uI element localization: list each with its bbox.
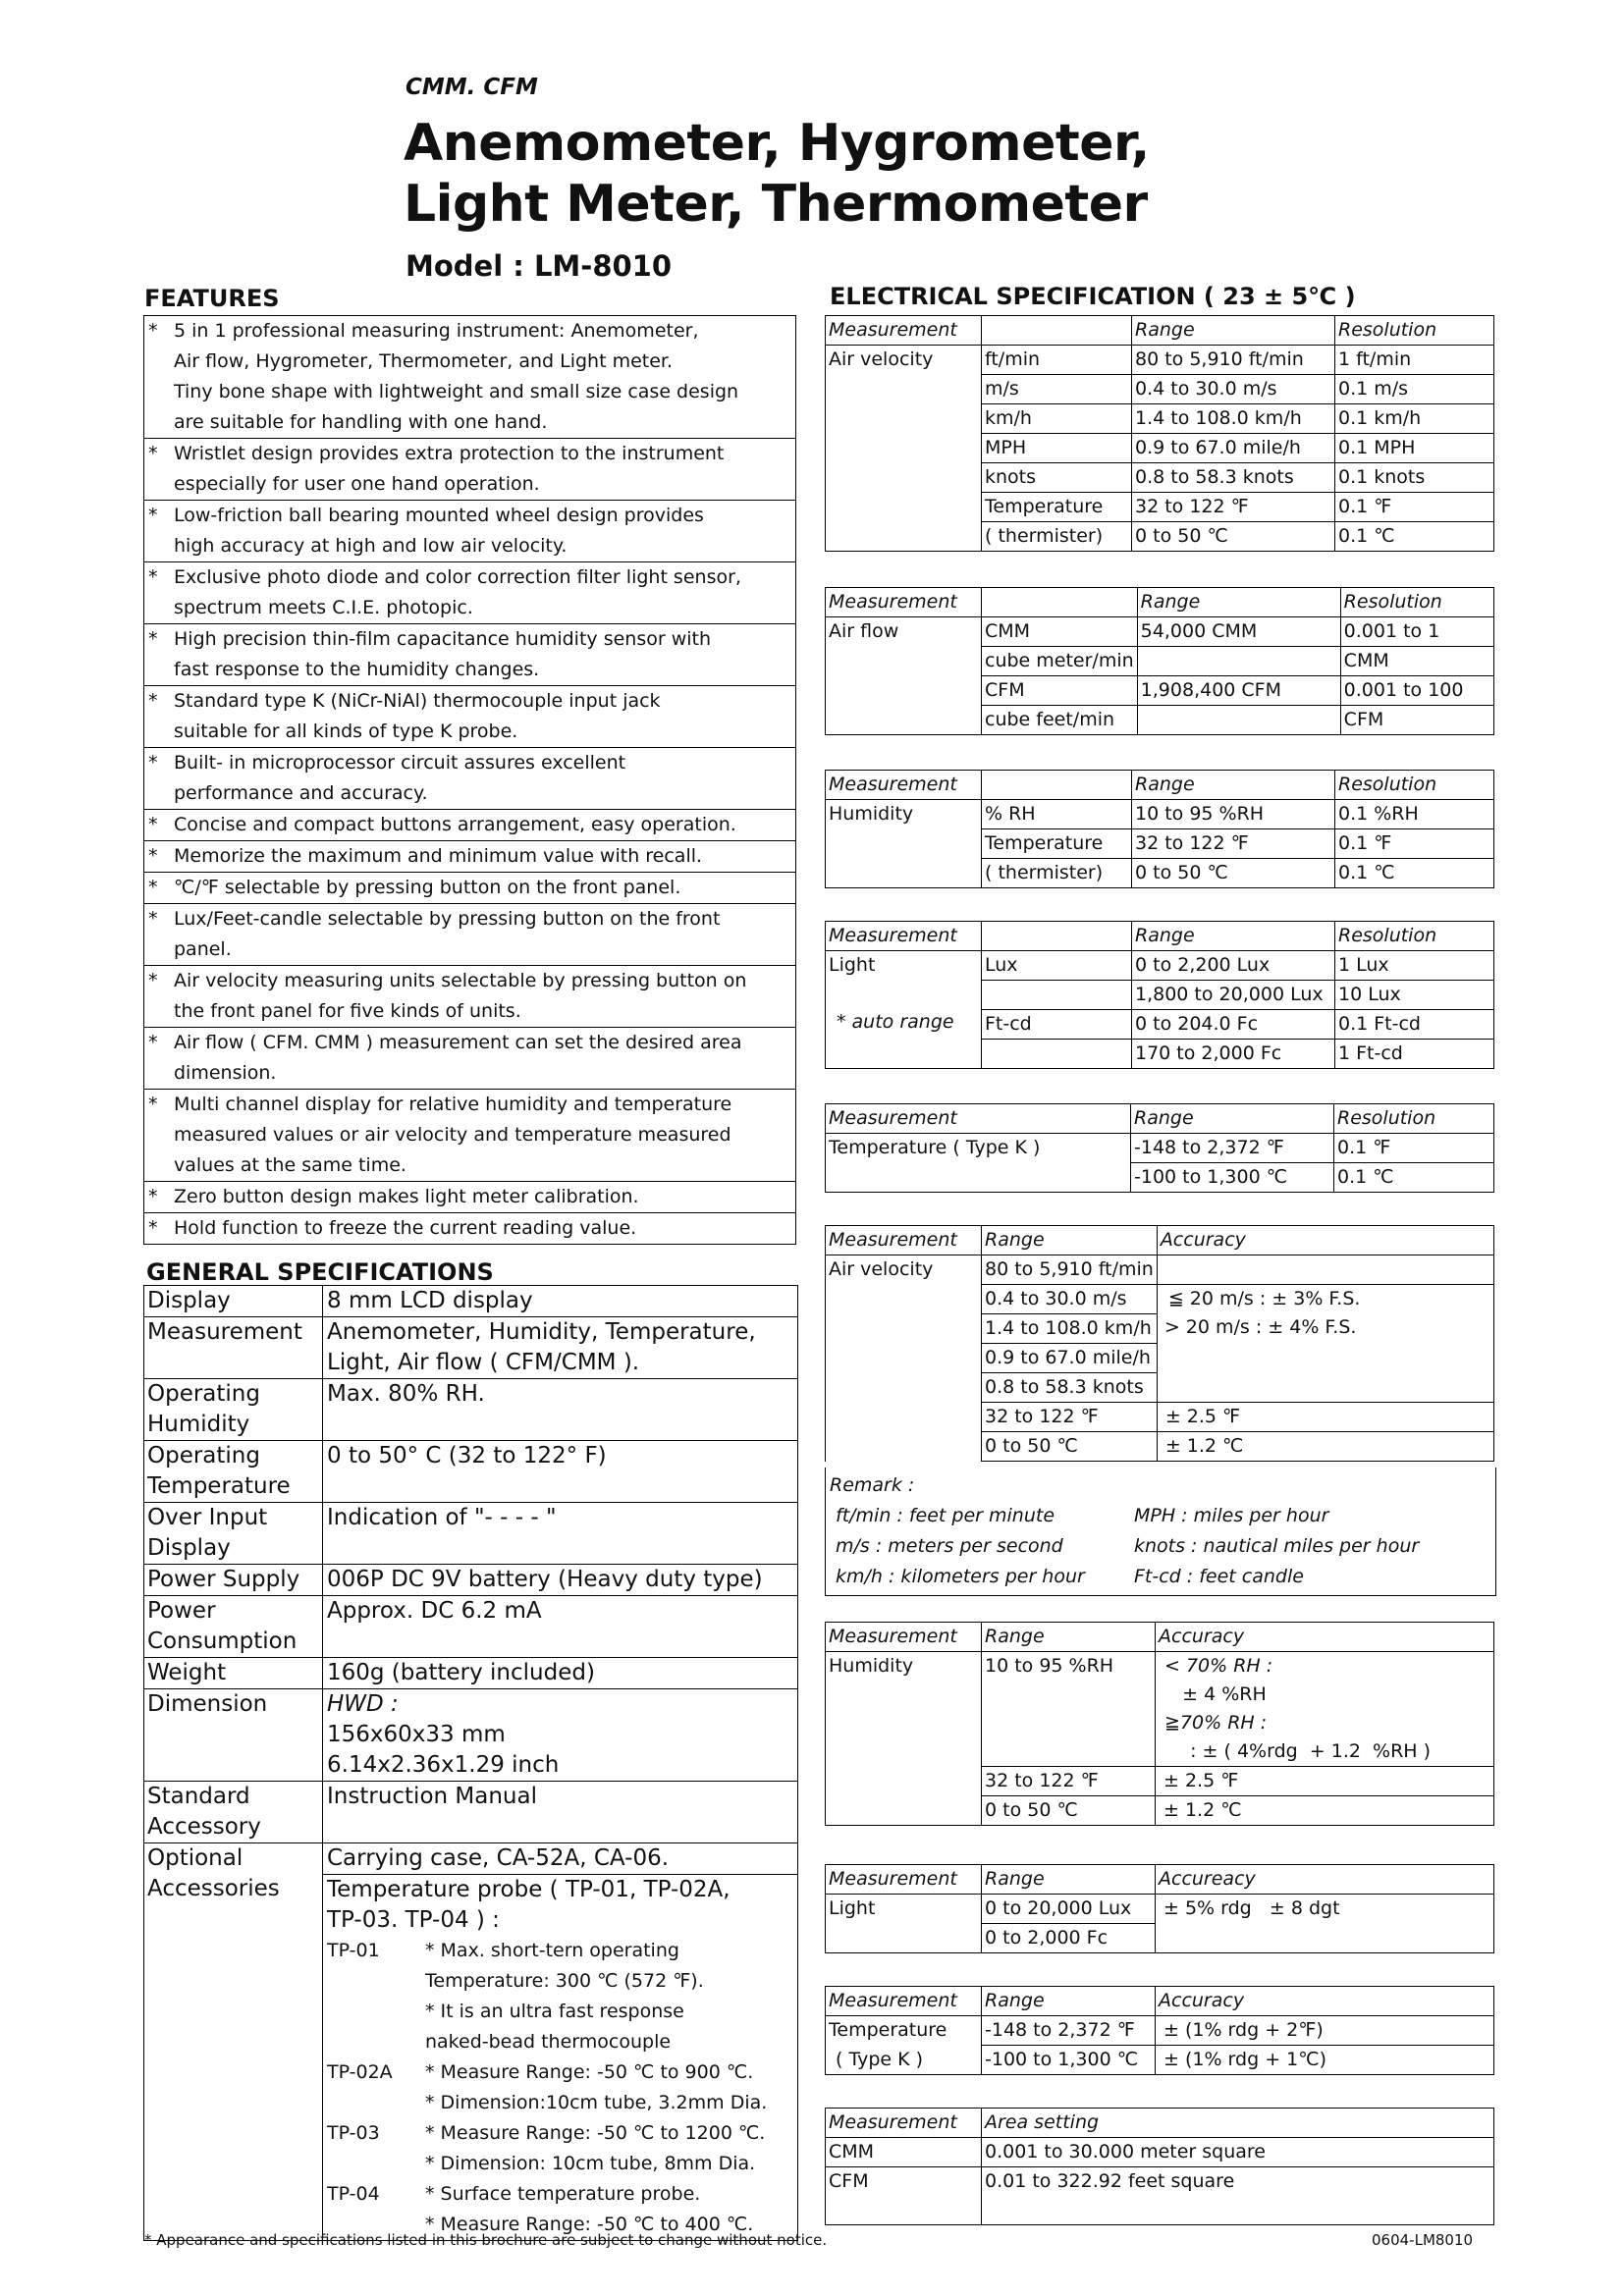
col-header: Range: [1137, 588, 1340, 617]
table-row: [826, 2167, 1494, 2225]
table-row: [144, 1565, 798, 1596]
feature-item: [144, 841, 795, 873]
accessory-line: Temperature probe ( TP-01, TP-02A, TP-03. TP-04 ) :: [327, 1877, 730, 1933]
spec-value-text: Approx. DC 6.2 mA: [327, 1598, 542, 1624]
col-header: Measurement: [826, 588, 982, 617]
table-cell: 80 to 5,910 ft/min: [982, 1255, 1158, 1285]
col-header: Resolution: [1335, 922, 1494, 951]
spec-key: Display: [144, 1286, 323, 1317]
measurement-name: Air velocity: [829, 348, 934, 370]
measurement-name: Humidity: [829, 803, 914, 825]
feature-text: Low-friction ball bearing mounted wheel design provides high accuracy at high and low air velocity.: [174, 505, 704, 557]
table-cell: 1,800 to 20,000 Lux: [1132, 981, 1335, 1010]
table-cell: knots: [982, 463, 1132, 493]
feature-text: Air flow ( CFM. CMM ) measurement can set the desired area dimension.: [174, 1032, 742, 1084]
table-cell: 0.1 ℃: [1335, 522, 1494, 552]
col-header: Area setting: [982, 2109, 1494, 2138]
probe-id: TP-03: [327, 2122, 380, 2144]
table-cell: CFM: [1340, 706, 1493, 735]
col-header: Measurement: [826, 771, 982, 800]
feature-text: ℃/℉ selectable by pressing button on the front panel.: [174, 877, 681, 898]
table-cell: -148 to 2,372 ℉: [1131, 1134, 1334, 1163]
col-header: Measurement: [826, 1623, 982, 1652]
spec-key: Measurement: [144, 1317, 323, 1379]
feature-item: [144, 562, 795, 624]
bullet-star: *: [148, 1094, 158, 1115]
table-row: [144, 1503, 798, 1565]
spec-key: Dimension: [144, 1689, 323, 1782]
table-cell: [982, 981, 1132, 1010]
table-cell: Ft-cd: [982, 1010, 1132, 1040]
table-row: [826, 2016, 1494, 2046]
col-header: Measurement: [826, 1104, 1131, 1134]
accuracy-line: : ± ( 4%rdg + 1.2 %RH ): [1172, 1740, 1432, 1762]
measurement-label: [826, 951, 982, 1069]
probe-row: [323, 2118, 797, 2179]
feature-text: Exclusive photo diode and color correction filter light sensor, spectrum meets C.I.E. photopic.: [174, 566, 741, 618]
feature-item: [144, 1213, 795, 1245]
accuracy-line: < 70% RH :: [1164, 1655, 1273, 1677]
table-cell: MPH: [982, 434, 1132, 463]
air-velocity-accuracy-table: [825, 1225, 1494, 1462]
table-cell: 0.1 Ft-cd: [1335, 1010, 1494, 1040]
spec-value-label: HWD :: [327, 1691, 399, 1717]
table-cell: ± 1.2 ℃: [1157, 1432, 1493, 1462]
remark-text: ft/min : feet per minute: [836, 1505, 1055, 1526]
spec-value-text: Max. 80% RH.: [327, 1381, 485, 1407]
accuracy-blank: [1157, 1255, 1493, 1285]
table-cell: cube feet/min: [982, 706, 1138, 735]
spec-value-text: Indication of "- - - - ": [327, 1505, 557, 1530]
table-cell: ± (1% rdg + 2℉): [1156, 2016, 1494, 2046]
feature-text: Multi channel display for relative humidity and temperature measured values or air velocity and temperature measured values at the same time.: [174, 1094, 732, 1176]
feature-text: Concise and compact buttons arrangement, easy operation.: [174, 814, 736, 835]
spec-value: [323, 1286, 798, 1317]
humidity-resolution-table: [825, 770, 1494, 888]
accessory-line: Carrying case, CA-52A, CA-06.: [323, 1843, 797, 1875]
spec-value: [323, 1689, 798, 1782]
feature-item: [144, 1028, 795, 1090]
feature-text: Wristlet design provides extra protection to the instrument especially for user one hand operation.: [174, 443, 725, 495]
table-cell: CMM: [1340, 647, 1493, 676]
col-header: Accuracy: [1157, 1226, 1493, 1255]
col-header: Measurement: [826, 1226, 982, 1255]
col-header-blank: [982, 316, 1132, 346]
feature-item: [144, 439, 795, 501]
accuracy-line: ± 4 %RH: [1164, 1683, 1267, 1705]
col-header: Measurement: [826, 1865, 982, 1895]
table-row: [826, 1255, 1494, 1285]
col-header: Range: [982, 1865, 1156, 1895]
accuracy-cell: [1157, 1285, 1493, 1403]
spec-value-text: 8 mm LCD display: [327, 1288, 533, 1313]
area-setting-table: [825, 2108, 1494, 2225]
accuracy-cell: ± 5% rdg ± 8 dgt: [1156, 1895, 1494, 1953]
model-number: Model : LM-8010: [406, 249, 673, 283]
table-cell: 0.001 to 30.000 meter square: [982, 2138, 1494, 2167]
remark-row: [826, 1531, 1495, 1562]
general-specs-table: [143, 1285, 798, 2241]
col-header: Range: [1132, 771, 1335, 800]
feature-text: Built- in microprocessor circuit assures excellent performance and accuracy.: [174, 752, 626, 804]
table-cell: 0.9 to 67.0 mile/h: [1132, 434, 1335, 463]
col-header: Accureacy: [1156, 1865, 1494, 1895]
table-row: [144, 1441, 798, 1503]
spec-key: Weight: [144, 1658, 323, 1689]
features-list: [143, 315, 796, 1245]
table-cell: 0 to 2,200 Lux: [1132, 951, 1335, 981]
spec-value-text: 006P DC 9V battery (Heavy duty type): [327, 1567, 763, 1592]
col-header: Range: [982, 1226, 1158, 1255]
bullet-star: *: [148, 908, 158, 930]
document-code: 0604-LM8010: [1372, 2231, 1474, 2249]
spec-value: [323, 1441, 798, 1503]
spec-value: [323, 1503, 798, 1565]
table-row: [144, 1286, 798, 1317]
feature-item: [144, 1182, 795, 1213]
table-row: [826, 617, 1494, 647]
feature-item: [144, 873, 795, 904]
table-cell: 1 Ft-cd: [1335, 1040, 1494, 1069]
spec-value-text: 0 to 50° C (32 to 122° F): [327, 1443, 607, 1468]
col-header: Resolution: [1335, 316, 1494, 346]
feature-text: Zero button design makes light meter calibration.: [174, 1186, 639, 1207]
col-header: Resolution: [1334, 1104, 1494, 1134]
table-cell: 1 ft/min: [1335, 346, 1494, 375]
table-cell: 1,908,400 CFM: [1137, 676, 1340, 706]
table-cell: 0.1 knots: [1335, 463, 1494, 493]
col-header: Measurement: [826, 1987, 982, 2016]
col-header: Range: [1132, 922, 1335, 951]
measurement-label: Air velocity: [826, 1255, 982, 1462]
table-cell: 32 to 122 ℉: [1132, 493, 1335, 522]
table-cell: 54,000 CMM: [1137, 617, 1340, 647]
bullet-star: *: [148, 566, 158, 588]
table-cell: % RH: [982, 800, 1132, 829]
col-header: Range: [1131, 1104, 1334, 1134]
table-cell: 10 Lux: [1335, 981, 1494, 1010]
table-cell: 32 to 122 ℉: [982, 1403, 1158, 1432]
table-cell: 0 to 50 ℃: [982, 1432, 1158, 1462]
table-cell: 0.8 to 58.3 knots: [982, 1373, 1158, 1403]
remark-row: [826, 1562, 1495, 1592]
feature-text: 5 in 1 professional measuring instrument: Anemometer, Air flow, Hygrometer, Thermometer, and Light meter. Tiny bone shape with lightweight and small size case design are suitable for handling with one hand.: [174, 320, 739, 433]
table-row: [826, 951, 1494, 981]
col-header-blank: [982, 771, 1132, 800]
remark-text: km/h : kilometers per hour: [836, 1566, 1085, 1587]
table-cell: 0 to 50 ℃: [982, 1796, 1156, 1826]
bullet-star: *: [148, 845, 158, 867]
probe-row: [323, 1936, 797, 2057]
feature-text: High precision thin-film capacitance humidity sensor with fast response to the humidity changes.: [174, 628, 712, 680]
spec-value: [323, 1843, 798, 2241]
table-cell: ( thermister): [982, 859, 1132, 888]
bullet-star: *: [148, 814, 158, 835]
measurement-name: Light: [829, 954, 876, 976]
feature-item: [144, 1090, 795, 1182]
remark-text: MPH : miles per hour: [1134, 1505, 1329, 1526]
bullet-star: *: [148, 628, 158, 650]
probe-text: * Surface temperature probe. * Measure Range: -50 ℃ to 400 ℃.: [425, 2183, 754, 2235]
feature-text: Hold function to freeze the current reading value.: [174, 1217, 637, 1239]
table-cell: 0.1 MPH: [1335, 434, 1494, 463]
table-cell: 0.1 %RH: [1335, 800, 1494, 829]
title-line-2: Light Meter, Thermometer: [404, 175, 1148, 234]
table-cell: -100 to 1,300 ℃: [982, 2046, 1156, 2075]
table-cell: CMM: [826, 2138, 982, 2167]
bullet-star: *: [148, 877, 158, 898]
spec-value: [323, 1379, 798, 1441]
table-cell: cube meter/min: [982, 647, 1138, 676]
probe-id: TP-01: [327, 1940, 380, 1961]
table-cell: m/s: [982, 375, 1132, 404]
col-header: Range: [982, 1987, 1156, 2016]
probe-id: TP-04: [327, 2183, 380, 2205]
table-row: [144, 1317, 798, 1379]
table-cell: km/h: [982, 404, 1132, 434]
spec-value: [323, 1565, 798, 1596]
table-cell: 10 to 95 %RH: [982, 1652, 1156, 1767]
feature-text: Memorize the maximum and minimum value with recall.: [174, 845, 703, 867]
table-cell: 0.001 to 1: [1340, 617, 1493, 647]
table-row: [826, 1895, 1494, 1924]
feature-text: Standard type K (NiCr-NiAl) thermocouple input jack suitable for all kinds of type K probe.: [174, 690, 661, 742]
feature-item: [144, 686, 795, 748]
table-cell: [982, 1040, 1132, 1069]
table-cell: -148 to 2,372 ℉: [982, 2016, 1156, 2046]
spec-key: Power Consumption: [144, 1596, 323, 1658]
feature-text: Lux/Feet-candle selectable by pressing button on the front panel.: [174, 908, 721, 960]
table-cell: 0.1 m/s: [1335, 375, 1494, 404]
spec-value-text: Instruction Manual: [327, 1784, 537, 1809]
table-cell: Temperature: [982, 493, 1132, 522]
footnote: * Appearance and specifications listed in this brochure are subject to change without notice.: [144, 2231, 828, 2249]
bullet-star: *: [148, 1186, 158, 1207]
table-cell: 0 to 2,000 Fc: [982, 1924, 1156, 1953]
spec-value-text: Anemometer, Humidity, Temperature, Light, Air flow ( CFM/CMM ).: [327, 1319, 756, 1375]
table-cell: [1137, 647, 1340, 676]
measurement-note: * auto range: [837, 1011, 954, 1033]
humidity-accuracy-table: [825, 1622, 1494, 1826]
temperature-resolution-table: [825, 1103, 1494, 1193]
air-velocity-resolution-table: [825, 315, 1494, 552]
brand-label: CMM. CFM: [406, 75, 538, 100]
title-line-1: Anemometer, Hygrometer,: [404, 114, 1150, 173]
measurement-label: Humidity: [826, 1652, 982, 1826]
spec-key: Over Input Display: [144, 1503, 323, 1565]
measurement-label: Temperature: [826, 2016, 982, 2046]
table-cell: 0.1 ℃: [1334, 1163, 1494, 1193]
accuracy-line: ≦ 20 m/s : ± 3% F.S.: [1167, 1288, 1361, 1309]
col-header: Measurement: [826, 2109, 982, 2138]
bullet-star: *: [148, 752, 158, 774]
table-cell: CFM: [826, 2167, 982, 2225]
table-cell: 0.01 to 322.92 feet square: [982, 2167, 1494, 2225]
table-cell: 0.1 km/h: [1335, 404, 1494, 434]
probe-text: * Max. short-tern operating Temperature: 300 ℃ (572 ℉). * It is an ultra fast response naked-bead thermocouple: [425, 1940, 704, 2053]
feature-item: [144, 624, 795, 686]
table-cell: 32 to 122 ℉: [982, 1767, 1156, 1796]
table-cell: 80 to 5,910 ft/min: [1132, 346, 1335, 375]
table-cell: 0.001 to 100: [1340, 676, 1493, 706]
table-cell: 10 to 95 %RH: [1132, 800, 1335, 829]
measurement-name: Temperature ( Type K ): [829, 1137, 1041, 1158]
air-flow-resolution-table: [825, 587, 1494, 735]
spec-value-text: 160g (battery included): [327, 1660, 595, 1685]
col-header-blank: [982, 588, 1138, 617]
table-cell: ± 2.5 ℉: [1156, 1767, 1494, 1796]
table-cell: ± 2.5 ℉: [1157, 1403, 1493, 1432]
col-header: Range: [1132, 316, 1335, 346]
bullet-star: *: [148, 1032, 158, 1053]
table-cell: Temperature: [982, 829, 1132, 859]
measurement-label: [826, 1134, 1131, 1193]
spec-value: [323, 1596, 798, 1658]
measurement-name: Air flow: [829, 620, 899, 642]
feature-text: Air velocity measuring units selectable by pressing button on the front panel for five kinds of units.: [174, 970, 747, 1022]
feature-item: [144, 904, 795, 966]
feature-item: [144, 748, 795, 810]
table-cell: 0 to 20,000 Lux: [982, 1895, 1156, 1924]
table-cell: 0.4 to 30.0 m/s: [1132, 375, 1335, 404]
col-header: Accuracy: [1156, 1623, 1494, 1652]
spec-key: Operating Humidity: [144, 1379, 323, 1441]
bullet-star: *: [148, 970, 158, 991]
table-cell: 0 to 50 ℃: [1132, 522, 1335, 552]
probe-text: * Measure Range: -50 ℃ to 1200 ℃. * Dimension: 10cm tube, 8mm Dia.: [425, 2122, 766, 2174]
table-cell: CMM: [982, 617, 1138, 647]
spec-value-text: 156x60x33 mm 6.14x2.36x1.29 inch: [327, 1722, 560, 1778]
table-cell: 0.1 ℃: [1335, 859, 1494, 888]
temperature-accuracy-table: [825, 1986, 1494, 2075]
table-cell: 1 Lux: [1335, 951, 1494, 981]
table-row: [826, 346, 1494, 375]
remark-text: knots : nautical miles per hour: [1134, 1535, 1420, 1557]
table-row: [144, 1379, 798, 1441]
spec-key: Operating Temperature: [144, 1441, 323, 1503]
spec-key: Standard Accessory: [144, 1782, 323, 1843]
features-heading: FEATURES: [144, 285, 280, 312]
col-header: Measurement: [826, 922, 982, 951]
remark-box: [825, 1468, 1496, 1596]
table-row: [826, 2138, 1494, 2167]
table-cell: -100 to 1,300 ℃: [1131, 1163, 1334, 1193]
bullet-star: *: [148, 690, 158, 712]
col-header: Resolution: [1335, 771, 1494, 800]
table-cell: ( thermister): [982, 522, 1132, 552]
table-cell: 0.4 to 30.0 m/s: [982, 1285, 1158, 1314]
measurement-label: [826, 800, 982, 888]
table-row: [826, 1134, 1494, 1163]
table-cell: ft/min: [982, 346, 1132, 375]
table-cell: 1.4 to 108.0 km/h: [1132, 404, 1335, 434]
probe-id: TP-02A: [327, 2061, 393, 2083]
feature-item: [144, 501, 795, 562]
table-cell: 32 to 122 ℉: [1132, 829, 1335, 859]
table-cell: [1137, 706, 1340, 735]
col-header: Range: [982, 1623, 1156, 1652]
accuracy-cell: [1156, 1652, 1494, 1767]
table-row: [826, 800, 1494, 829]
measurement-label: Light: [826, 1895, 982, 1953]
general-specs-heading: GENERAL SPECIFICATIONS: [146, 1258, 494, 1286]
table-row: [144, 1658, 798, 1689]
electrical-spec-heading: ELECTRICAL SPECIFICATION ( 23 ± 5℃ ): [830, 283, 1356, 310]
light-accuracy-table: [825, 1864, 1494, 1953]
table-cell: Lux: [982, 951, 1132, 981]
feature-item: [144, 966, 795, 1028]
feature-item: [144, 810, 795, 841]
bullet-star: *: [148, 1217, 158, 1239]
remark-text: m/s : meters per second: [836, 1535, 1063, 1557]
table-cell: CFM: [982, 676, 1138, 706]
col-header-blank: [982, 922, 1132, 951]
probe-text: * Measure Range: -50 ℃ to 900 ℃. * Dimension:10cm tube, 3.2mm Dia.: [425, 2061, 768, 2113]
table-cell: ± (1% rdg + 1℃): [1156, 2046, 1494, 2075]
spec-key: Power Supply: [144, 1565, 323, 1596]
table-row: [826, 1652, 1494, 1767]
measurement-label: [826, 346, 982, 552]
table-cell: 0.8 to 58.3 knots: [1132, 463, 1335, 493]
table-row: [144, 1596, 798, 1658]
bullet-star: *: [148, 505, 158, 526]
remark-row: [826, 1501, 1495, 1531]
table-cell: 0.1 ℉: [1334, 1134, 1494, 1163]
table-cell: 0 to 50 ℃: [1132, 859, 1335, 888]
feature-item: [144, 316, 795, 439]
accuracy-line: > 20 m/s : ± 4% F.S.: [1163, 1316, 1357, 1338]
remark-title: Remark :: [830, 1474, 915, 1496]
table-cell: 170 to 2,000 Fc: [1132, 1040, 1335, 1069]
col-header: Accuracy: [1156, 1987, 1494, 2016]
measurement-label: ( Type K ): [826, 2046, 982, 2075]
table-cell: 0.1 ℉: [1335, 493, 1494, 522]
spec-value: [323, 1782, 798, 1843]
spec-key: Optional Accessories: [144, 1843, 323, 2241]
table-row: [826, 2046, 1494, 2075]
col-header: Measurement: [826, 316, 982, 346]
accuracy-line: ≧70% RH :: [1164, 1712, 1268, 1734]
bullet-star: *: [148, 443, 158, 464]
table-row: [144, 1689, 798, 1782]
table-cell: 0.1 ℉: [1335, 829, 1494, 859]
bullet-star: *: [148, 320, 158, 342]
table-cell: 0.9 to 67.0 mile/h: [982, 1344, 1158, 1373]
spec-value: [323, 1658, 798, 1689]
remark-text: Ft-cd : feet candle: [1134, 1566, 1304, 1587]
light-resolution-table: [825, 921, 1494, 1069]
table-cell: ± 1.2 ℃: [1156, 1796, 1494, 1826]
table-cell: 1.4 to 108.0 km/h: [982, 1314, 1158, 1344]
measurement-label: [826, 617, 982, 735]
table-row: [144, 1782, 798, 1843]
col-header: Resolution: [1340, 588, 1493, 617]
spec-value: [323, 1317, 798, 1379]
probe-row: [323, 2057, 797, 2118]
table-row: [144, 1843, 798, 2241]
table-cell: 0 to 204.0 Fc: [1132, 1010, 1335, 1040]
